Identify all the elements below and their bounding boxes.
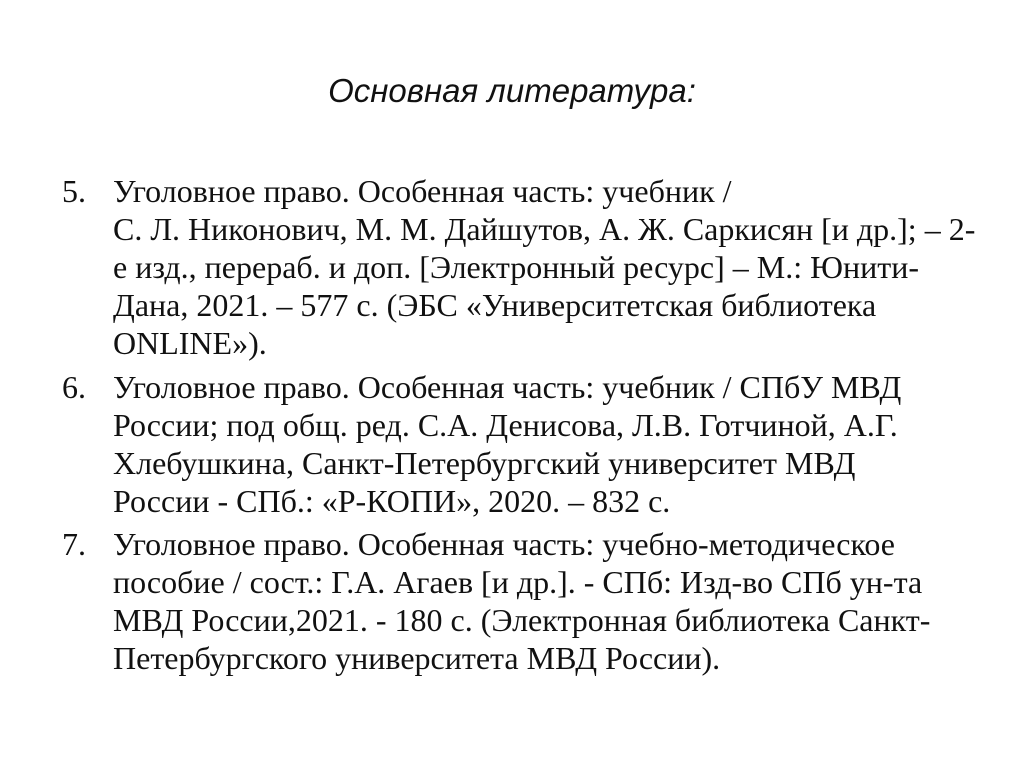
item-text-line: Дана, 2021. – 577 с. (ЭБС «Университетская библиотека bbox=[113, 287, 877, 323]
item-text-line: Хлебушкина, Санкт-Петербургский университет МВД bbox=[113, 445, 856, 481]
item-number: 5. bbox=[62, 173, 86, 209]
item-text-line: Петербургского университета МВД России). bbox=[113, 640, 721, 676]
item-number: 6. bbox=[62, 369, 86, 405]
item-text-line: Уголовное право. Особенная часть: учебник / bbox=[113, 173, 732, 209]
item-text-line: ONLINE»). bbox=[113, 325, 267, 361]
item-text-line: России - СПб.: «Р-КОПИ», 2020. – 832 с. bbox=[113, 483, 671, 519]
item-text-line: МВД России,2021. - 180 с. (Электронная библиотека Санкт- bbox=[113, 602, 931, 638]
item-text-line: е изд., перераб. и доп. [Электронный ресурс] – М.: Юнити- bbox=[113, 249, 920, 285]
item-number: 7. bbox=[62, 526, 86, 562]
item-text-line: С. Л. Никонович, М. М. Дайшутов, А. Ж. Саркисян [и др.]; – 2- bbox=[113, 211, 976, 247]
item-text-line: пособие / сост.: Г.А. Агаев [и др.]. - СПб: Изд-во СПб ун-та bbox=[113, 564, 923, 600]
item-text-line: Уголовное право. Особенная часть: учебно-методическое bbox=[113, 526, 895, 562]
item-text-line: России; под общ. ред. С.А. Денисова, Л.В. Готчиной, А.Г. bbox=[113, 407, 898, 443]
slide-title: Основная литература: bbox=[328, 72, 696, 109]
item-text-line: Уголовное право. Особенная часть: учебник / СПбУ МВД bbox=[113, 369, 902, 405]
